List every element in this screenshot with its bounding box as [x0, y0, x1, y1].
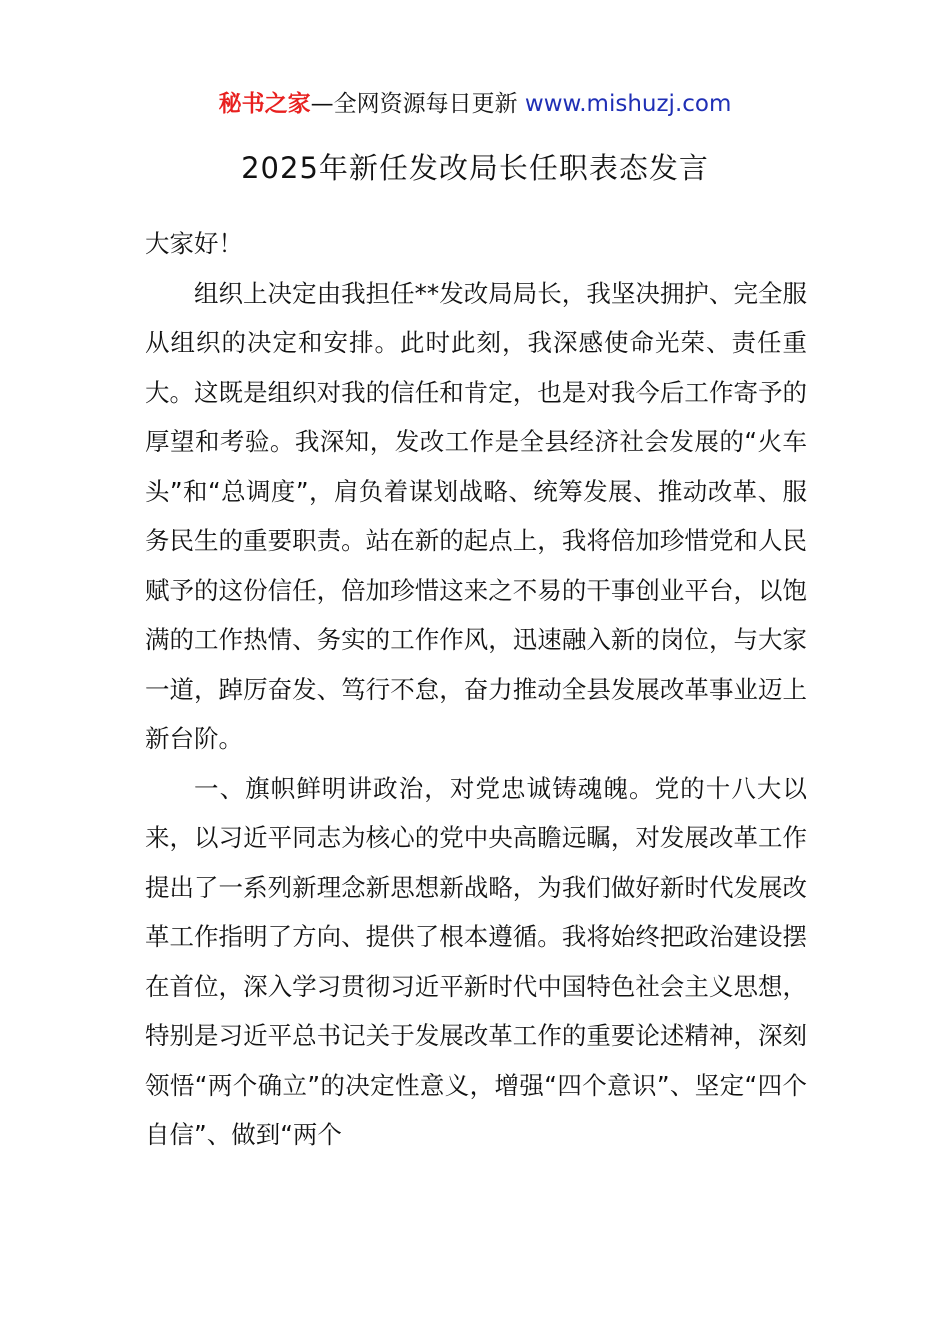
paragraph-intro: 组织上决定由我担任**发改局局长，我坚决拥护、完全服从组织的决定和安排。此时此刻，我深感使命光荣、责任重大。这既是组织对我的信任和肯定，也是对我今后工作寄予的厚望和考验。我深知，发改工作是全县经济社会发展的“火车头”和“总调度”，肩负着谋划战略、统筹发展、推动改革、服务民生的重要职责。站在新的起点上，我将倍加珍惜党和人民赋予的这份信任，倍加珍惜这来之不易的干事创业平台，以饱满的工作热情、务实的工作作风，迅速融入新的岗位，与大家一道，踔厉奋发、笃行不怠，奋力推动全县发展改革事业迈上新台阶。 — [145, 278, 807, 753]
paragraph-section-one: 一、旗帜鲜明讲政治，对党忠诚铸魂魄。党的十八大以来，以习近平同志为核心的党中央高瞻远瞩，对发展改革工作提出了一系列新理念新思想新战略，为我们做好新时代发展改革工作指明了方向、提供了根本遵循。我将始终把政治建设摆在首位，深入学习贯彻习近平新时代中国特色社会主义思想，特别是习近平总书记关于发展改革工作的重要论述精神，深刻领悟“两个确立”的决定性意义，增强“四个意识”、坚定“四个自信”、做到“两个 — [145, 773, 807, 1149]
document-body — [145, 219, 807, 1160]
site-url-link[interactable]: www.mishuzj.com — [524, 91, 732, 117]
greeting: 大家好！ — [145, 229, 243, 258]
site-tagline: —全网资源每日更新 — [310, 91, 525, 117]
brand-name: 秘书之家 — [218, 91, 311, 117]
document-title: 2025年新任发改局长任职表态发言 — [241, 151, 709, 185]
site-header — [0, 86, 950, 122]
